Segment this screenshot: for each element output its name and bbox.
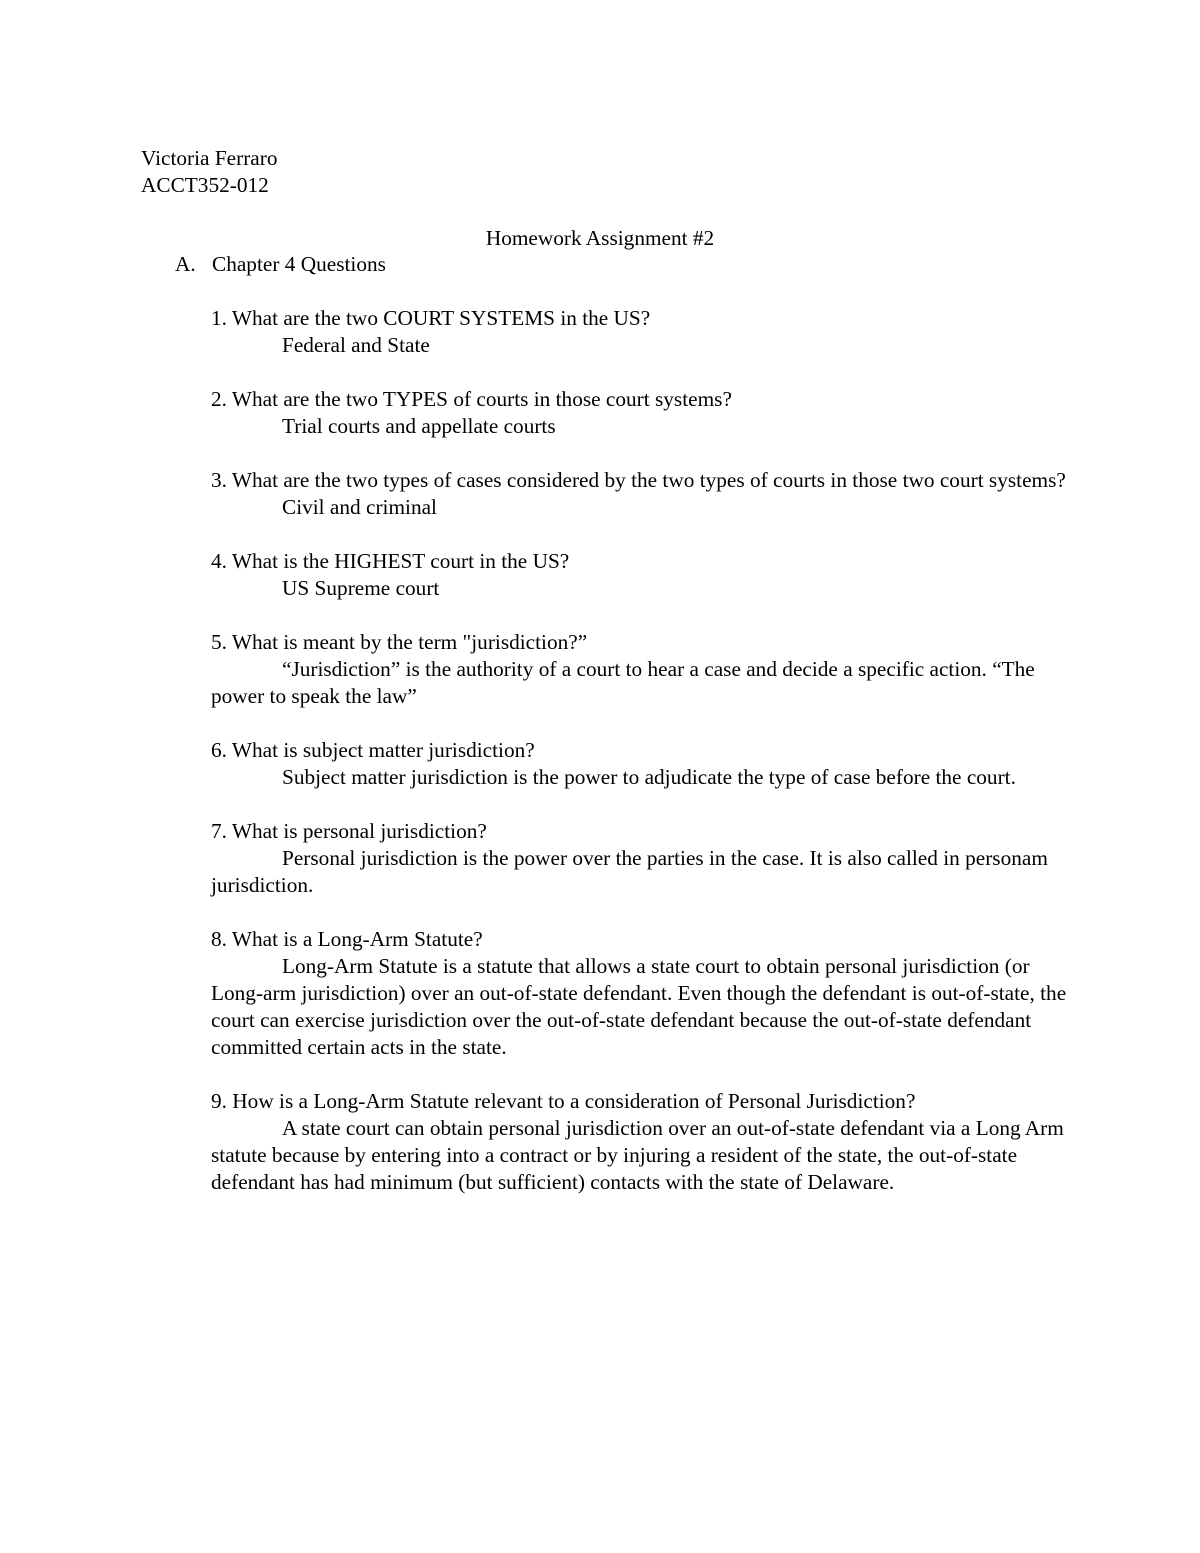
answer-text: Long-Arm Statute is a statute that allows a state court to obtain personal jurisdiction (or Long-arm jurisdiction) over an out-of-state defendant. Even though the defendant is out-of-state, the court can exercise jurisdiction over the out-of-state defendant because the out-of-state defendant committed certain acts in the state. [211,954,1067,1059]
question-item [211,926,1071,1061]
question-list [211,305,1071,1223]
question-text: 7. What is personal jurisdiction? [211,819,487,843]
answer-text: Trial courts and appellate courts [282,414,556,438]
question-text: 2. What are the two TYPES of courts in those court systems? [211,387,732,411]
question-text: 3. What are the two types of cases considered by the two types of courts in those two court systems? [211,468,1066,492]
course-code: ACCT352-012 [141,173,269,197]
section-label: Chapter 4 Questions [212,252,386,276]
author-block [141,145,278,199]
answer-text: Federal and State [282,333,430,357]
question-text: 4. What is the HIGHEST court in the US? [211,549,570,573]
question-text: 1. What are the two COURT SYSTEMS in the US? [211,306,651,330]
student-name: Victoria Ferraro [141,146,278,170]
question-item [211,467,1071,521]
answer-text: “Jurisdiction” is the authority of a court to hear a case and decide a specific action. “The power to speak the law” [211,657,1035,708]
answer-text: A state court can obtain personal jurisdiction over an out-of-state defendant via a Long Arm statute because by entering into a contract or by injuring a resident of the state, the out-of-state defendant has had minimum (but sufficient) contacts with the state of Delaware. [211,1116,1064,1194]
question-item [211,386,1071,440]
section-heading [175,251,386,278]
question-item [211,305,1071,359]
question-text: 9. How is a Long-Arm Statute relevant to a consideration of Personal Jurisdiction? [211,1089,916,1113]
question-item [211,629,1071,710]
section-marker: A. [175,252,196,276]
question-text: 5. What is meant by the term "jurisdiction?” [211,630,588,654]
question-item [211,548,1071,602]
question-text: 6. What is subject matter jurisdiction? [211,738,535,762]
question-item [211,818,1071,899]
question-item [211,1088,1071,1196]
answer-text: Civil and criminal [282,495,437,519]
document-title: Homework Assignment #2 [485,226,715,250]
question-item [211,737,1071,791]
answer-text: US Supreme court [282,576,440,600]
question-text: 8. What is a Long-Arm Statute? [211,927,483,951]
answer-text: Personal jurisdiction is the power over the parties in the case. It is also called in personam jurisdiction. [211,846,1048,897]
answer-text: Subject matter jurisdiction is the power to adjudicate the type of case before the court. [282,765,1016,789]
